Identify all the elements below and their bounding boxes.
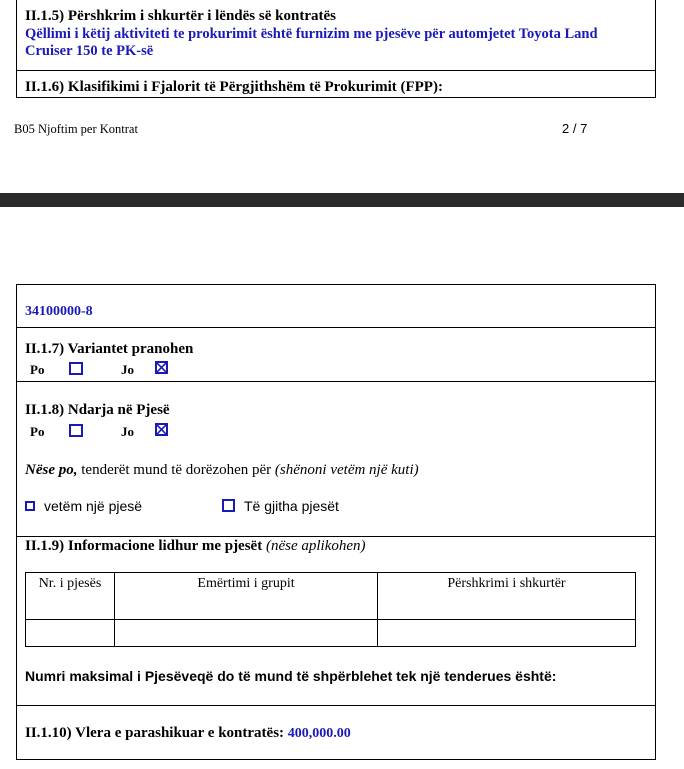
page-separator xyxy=(0,193,684,207)
s116-heading: II.1.6) Klasifikimi i Fjalorit të Përgjithshëm të Prokurimit (FPP): xyxy=(25,79,443,95)
s117-heading: II.1.7) Variantet pranohen xyxy=(25,341,194,357)
footer-doc-name: B05 Njoftim per Kontrat xyxy=(14,122,138,136)
opt-all-checkbox[interactable] xyxy=(222,499,235,512)
s118-jo-label: Jo xyxy=(121,424,134,439)
s1110-line xyxy=(25,725,351,742)
table-header-pershkrimi: Përshkrimi i shkurtër xyxy=(378,573,636,620)
table-cell[interactable] xyxy=(26,620,115,647)
x-mark-icon xyxy=(157,363,166,372)
s1110-label: II.1.10) Vlera e parashikuar e kontratës: xyxy=(25,725,288,741)
s115-text-line1: Qëllimi i këtij aktiviteti te prokurimit është furnizim me pjesëve për automjetet Toyota Land xyxy=(25,26,598,42)
table-cell[interactable] xyxy=(378,620,636,647)
s118-po-label: Po xyxy=(30,424,45,439)
divider xyxy=(16,536,655,537)
divider xyxy=(16,97,655,98)
opt-one-label: vetëm një pjesë xyxy=(44,498,143,514)
s117-jo-label: Jo xyxy=(121,362,134,377)
s119-heading: II.1.9) Informacione lidhur me pjesët xyxy=(25,538,266,554)
s1110-value: 400,000.00 xyxy=(287,726,351,741)
s118-po-checkbox[interactable] xyxy=(69,424,83,437)
s119-heading-line xyxy=(25,538,366,555)
table-header-emertimi: Emërtimi i grupit xyxy=(115,573,378,620)
s118-heading: II.1.8) Ndarja në Pjesë xyxy=(25,402,170,418)
s118-jo-checkbox-checked[interactable] xyxy=(155,423,168,436)
max-parts-label: Numri maksimal i Pjesëveqë do të mund të shpërblehet tek një tenderues është: xyxy=(25,668,557,684)
opt-all-label: Të gjitha pjesët xyxy=(244,498,339,514)
divider xyxy=(16,759,655,760)
table-row xyxy=(26,620,636,647)
s117-jo-checkbox-checked[interactable] xyxy=(155,361,168,374)
opt-one-checkbox[interactable] xyxy=(25,501,35,511)
nese-po-italic: (shënoni vetëm një kuti) xyxy=(274,462,419,478)
parts-table xyxy=(25,572,636,647)
fpp-code: 34100000-8 xyxy=(25,304,93,319)
s119-italic: (nëse aplikohen) xyxy=(265,538,366,554)
nese-po-text: tenderët mund të dorëzohen për xyxy=(77,462,275,478)
s115-heading: II.1.5) Përshkrim i shkurtër i lëndës së kontratës xyxy=(25,8,336,24)
divider xyxy=(16,705,655,706)
s117-po-checkbox[interactable] xyxy=(69,362,83,375)
s115-text-line2: Cruiser 150 te PK-së xyxy=(25,43,154,59)
table-cell[interactable] xyxy=(115,620,378,647)
footer-page-number: 2 / 7 xyxy=(562,121,588,136)
divider xyxy=(16,327,655,328)
s117-po-label: Po xyxy=(30,362,45,377)
nese-po-line xyxy=(25,462,419,479)
x-mark-icon xyxy=(157,425,166,434)
nese-po-bold: Nëse po, xyxy=(25,462,78,478)
table-header-row xyxy=(26,573,636,620)
divider xyxy=(16,70,655,71)
divider xyxy=(16,284,655,285)
divider xyxy=(16,381,655,382)
table-header-nr: Nr. i pjesës xyxy=(26,573,115,620)
